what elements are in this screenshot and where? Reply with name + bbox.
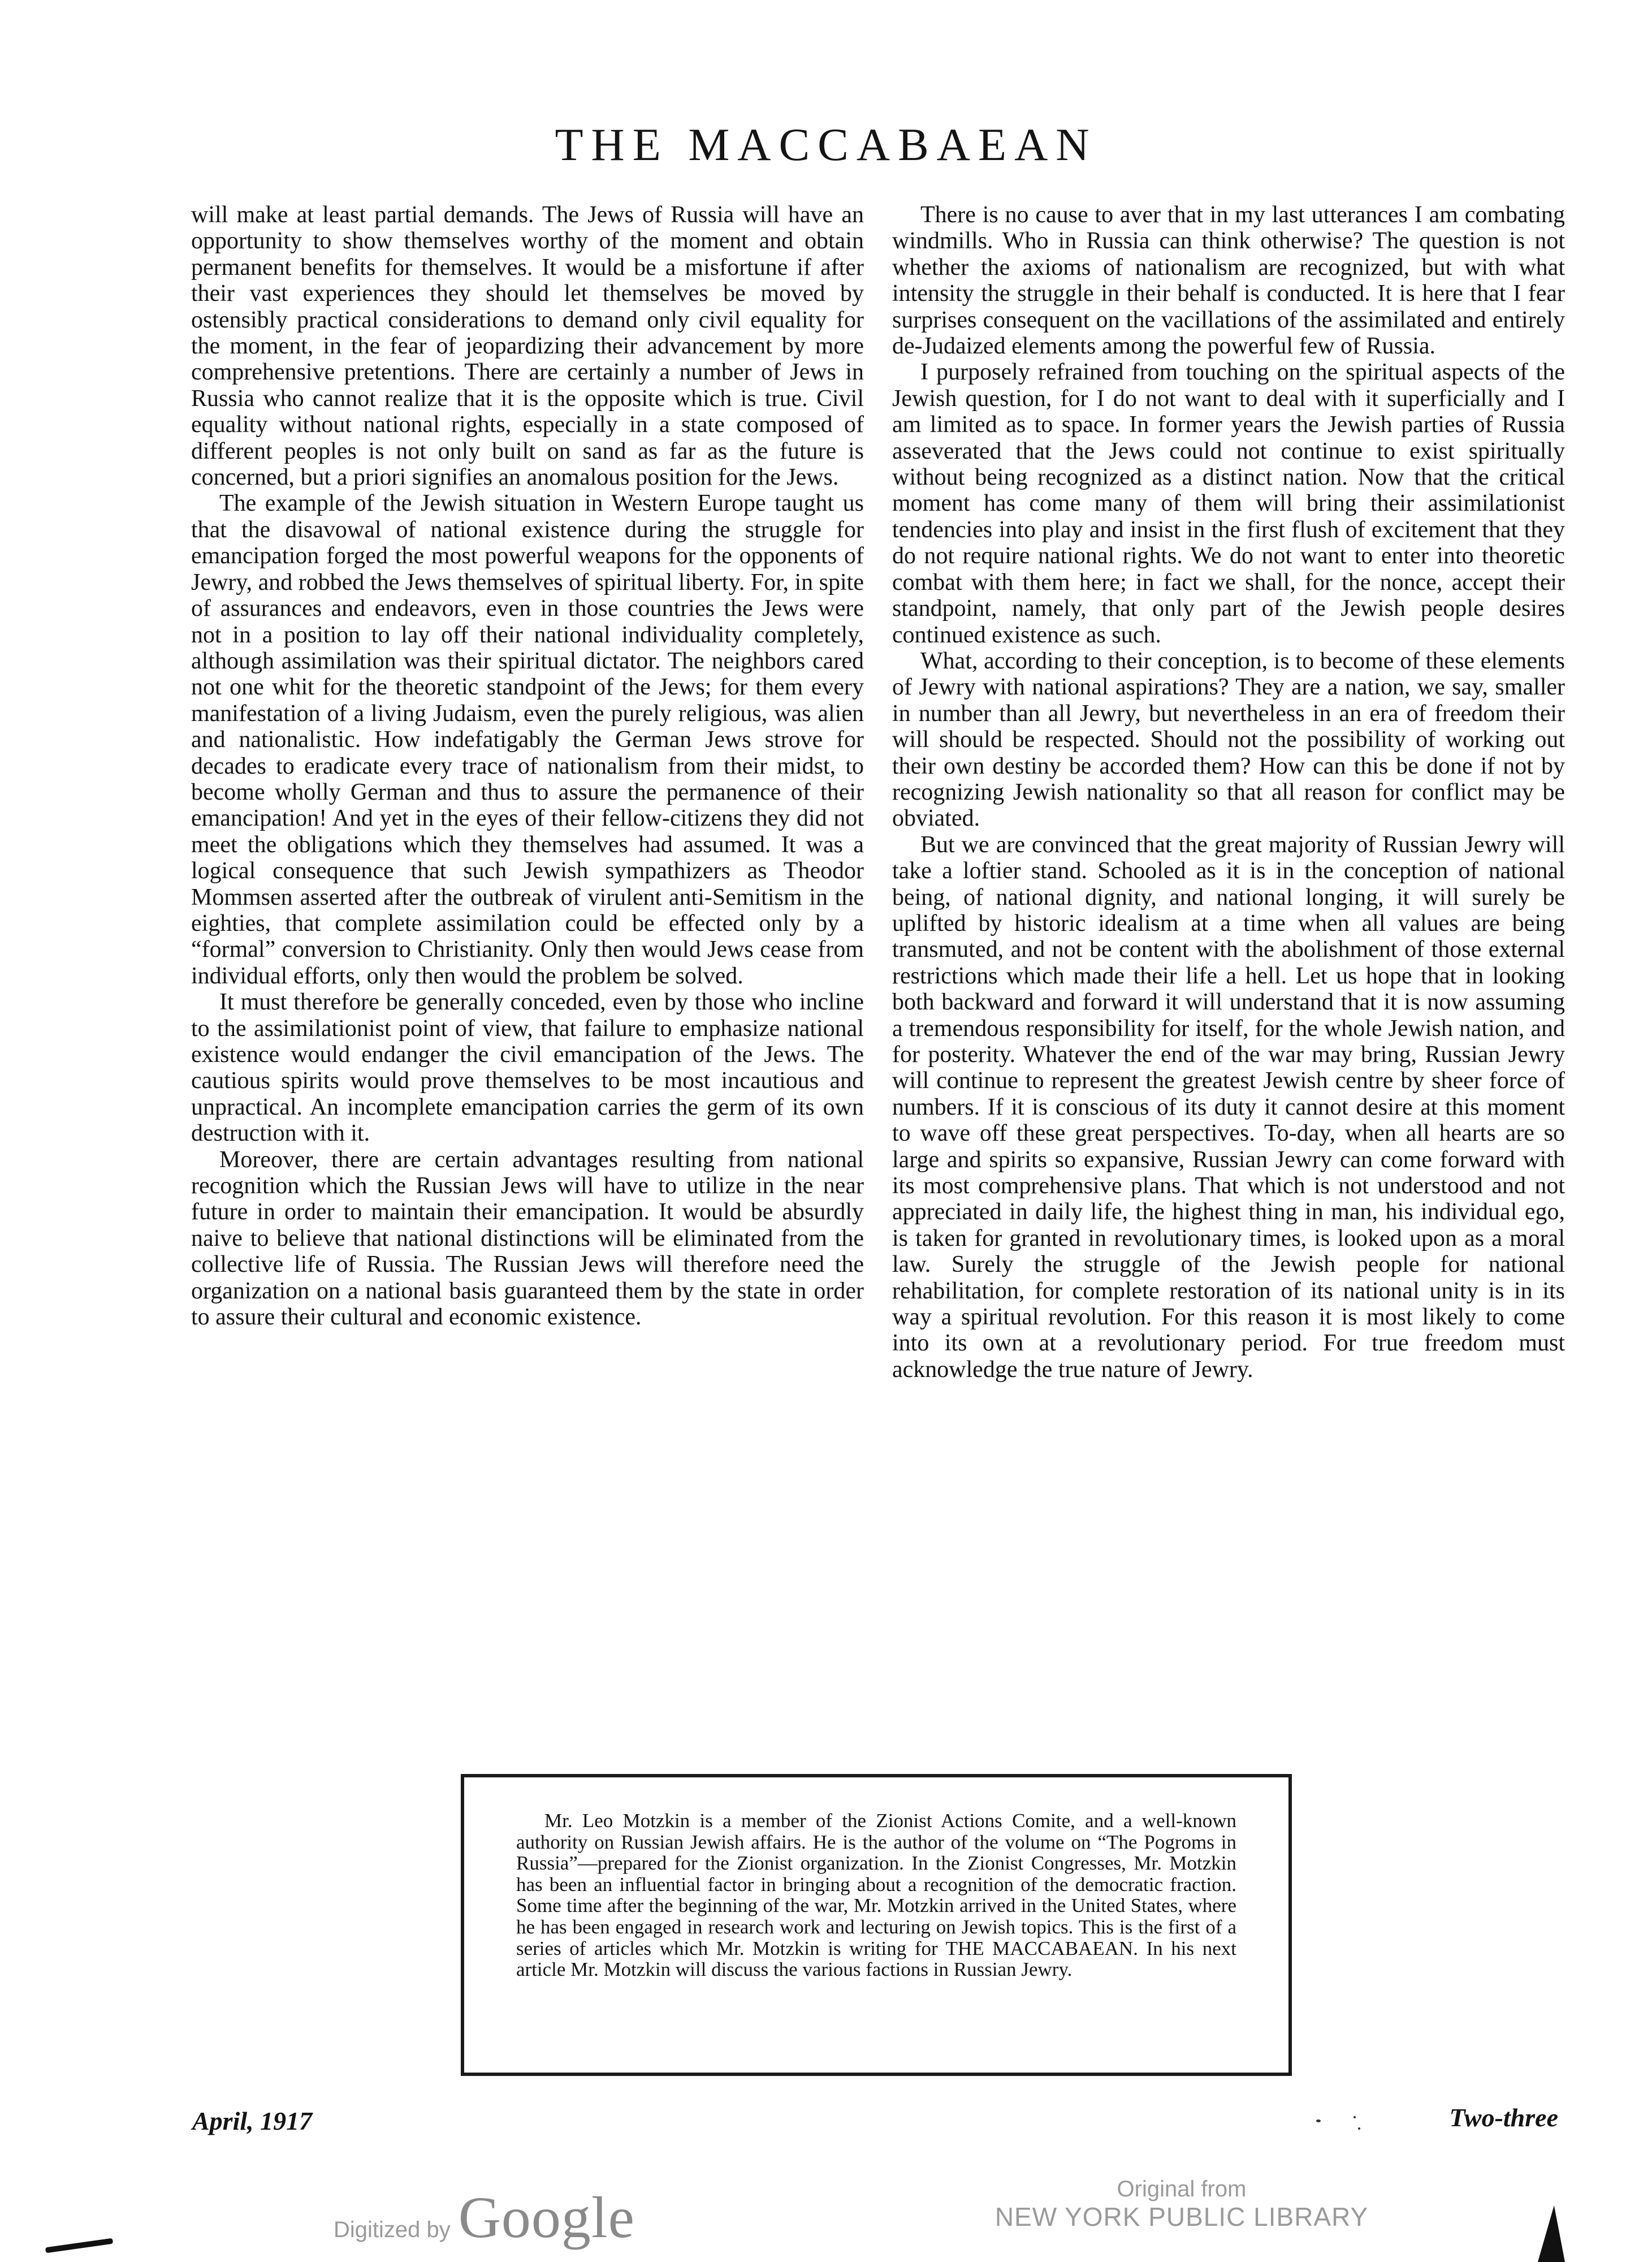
masthead: THE MACCABAEAN: [555, 119, 1097, 170]
original-from-label: Original from: [1117, 2177, 1247, 2201]
google-logo: Google: [458, 2185, 635, 2250]
scan-artifact-left: [45, 2238, 113, 2254]
paragraph: will make at least partial demands. The Jews of Russia will have an opportunity to show themselves worthy of the moment and obtain permanent benefits for themselves. It would be a misfortune if after their vast experiences they should let themselves be moved by ostensibly practical considerations to demand only civil equality for the moment, in the fear of jeopardizing their advancement by more comprehensive pretentions. There are certainly a number of Jews in Russia who cannot realize that it is the opposite which is true. Civil equality without national rights, especially in a state composed of different peoples is not only built on sand as far as the future is concerned, but a priori signifies an anomalous position for the Jews.: [191, 202, 864, 491]
paragraph: It must therefore be generally conceded, even by those who incline to the assimilationist point of view, that failure to emphasize national existence would endanger the civil emancipation of the Jews. The cautious spirits would prove themselves to be most incautious and unpractical. An incomplete emancipation carries the germ of its own destruction with it.: [191, 989, 864, 1147]
paragraph: There is no cause to aver that in my last utterances I am combating windmills. Who in Russia can think otherwise? The question is not whether the axioms of nationalism are recognized, but with what intensity the struggle in their behalf is conducted. It is here that I fear surprises consequent on the vacillations of the assimilated and entirely de-Judaized elements among the powerful few of Russia.: [892, 202, 1565, 360]
author-note: Mr. Leo Motzkin is a member of the Zionist Actions Comite, and a well-known authority on Russian Jewish affairs. He is the author of the volume on “The Pogroms in Russia”—prepared for the Zionist organization. In the Zionist Congresses, Mr. Motzkin has been an influential factor in bringing about a recognition of the democratic fraction. Some time after the beginning of the war, Mr. Motzkin arrived in the United States, where he has been engaged in research work and lecturing on Jewish topics. This is the first of a series of articles which Mr. Motzkin is writing for THE MACCABAEAN. In his next article Mr. Motzkin will discuss the various factions in Russian Jewry.: [516, 1810, 1236, 1981]
library-watermark: [972, 2176, 1391, 2232]
issue-date: April, 1917: [192, 2106, 313, 2135]
scan-speck: [1316, 2119, 1321, 2122]
paragraph: What, according to their conception, is to become of these elements of Jewry with national aspirations? They are a nation, we say, smaller in number than all Jewry, but nevertheless in an era of freedom their will should be respected. Should not the possibility of working out their own destiny be accorded them? How can this be done if not by recognizing Jewish nationality so that all reason for conflict may be obviated.: [892, 647, 1565, 832]
paragraph: I purposely refrained from touching on the spiritual aspects of the Jewish question, for I do not want to deal with it superficially and I am limited as to space. In former years the Jewish parties of Russia asseverated that the Jews could not continue to exist spiritually without being recognized as a distinct nation. Now that the critical moment has come many of them will bring their assimilationist tendencies into play and insist in the first flush of excitement that they do not require national rights. We do not want to enter into theoretic combat with them here; in fact we shall, for the nonce, accept their standpoint, namely, that only part of the Jewish people desires continued existence as such.: [892, 359, 1565, 648]
page-number: Two-three: [1449, 2103, 1558, 2132]
digitized-watermark: [334, 2184, 635, 2251]
right-column: [892, 202, 1565, 1383]
scan-speck: [1358, 2127, 1360, 2130]
left-column: [191, 202, 864, 1330]
paragraph: Moreover, there are certain advantages resulting from national recognition which the Russian Jews will have to utilize in the near future in order to maintain their emancipation. It would be absurdly naive to believe that national distinctions will be eliminated from the collective life of Russia. The Russian Jews will therefore need the organization on a national basis guaranteed them by the state in order to assure their cultural and economic existence.: [191, 1146, 864, 1331]
paragraph: But we are convinced that the great majority of Russian Jewry will take a loftier stand. Schooled as it is in the conception of national being, of national dignity, and national longing, it will surely be uplifted by historic idealism at a time when all values are being transmuted, and not be content with the abolishment of those external restrictions which made their life a hell. Let us hope that in looking both backward and forward it will understand that it is now assuming a tremendous responsibility for itself, for the whole Jewish nation, and for posterity. Whatever the end of the war may bring, Russian Jewry will continue to represent the greatest Jewish centre by sheer force of numbers. If it is conscious of its duty it cannot desire at this moment to wave off these great perspectives. To-day, when all hearts are so large and spirits so expansive, Russian Jewry can come forward with its most comprehensive plans. That which is not understood and not appreciated in daily life, the highest thing in man, his individual ego, is taken for granted in revolutionary times, is looked upon as a moral law. Surely the struggle of the Jewish people for national rehabilitation, for complete restoration of its national unity is in its way a spiritual revolution. For this reason it is most likely to come into its own at a revolutionary period. For true freedom must acknowledge the true nature of Jewry.: [892, 831, 1565, 1383]
paragraph: The example of the Jewish situation in Western Europe taught us that the disavowal of national existence during the struggle for emancipation forged the most powerful weapons for the opponents of Jewry, and robbed the Jews themselves of spiritual liberty. For, in spite of assurances and endeavors, even in those countries the Jews were not in a position to lay off their national individuality completely, although assimilation was their spiritual dictator. The neighbors cared not one whit for the theoretic standpoint of the Jews; for them every manifestation of a living Judaism, even the purely religious, was alien and nationalistic. How indefatigably the German Jews strove for decades to eradicate every trace of nationalism from their midst, to become wholly German and thus to assure the permanence of their emancipation! And yet in the eyes of their fellow-citizens they did not meet the obligations which they themselves had assumed. It was a logical consequence that such Jewish sympathizers as Theodor Mommsen asserted after the outbreak of virulent anti-Semitism in the eighties, that complete assimilation could be effected only by a “formal” conversion to Christianity. Only then would Jews cease from individual efforts, only then would the problem be solved.: [191, 490, 864, 989]
scan-speck: [1353, 2116, 1356, 2118]
scan-artifact-right: [1538, 2205, 1565, 2262]
author-note-box: [461, 1774, 1292, 2076]
library-name: NEW YORK PUBLIC LIBRARY: [994, 2202, 1369, 2231]
digitized-by-label: Digitized by: [334, 2217, 451, 2242]
